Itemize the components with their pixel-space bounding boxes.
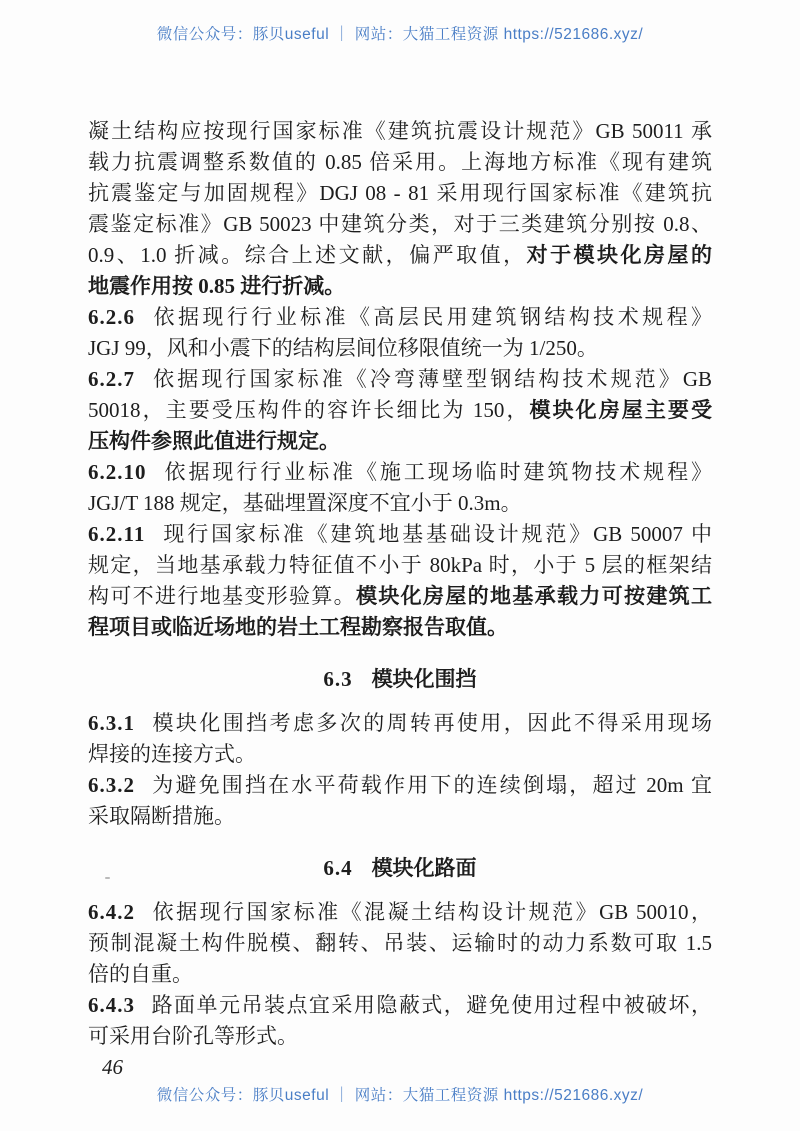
body-line	[88, 959, 712, 990]
body-text: 焊接的连接方式。	[88, 742, 256, 766]
body-line	[88, 801, 712, 832]
body-text: 路面单元吊装点宜采用隐蔽式，避免使用过程中被破坏，	[150, 993, 712, 1017]
body-text: JGJ/T 188 规定，基础埋置深度不宜小于 0.3m。	[88, 491, 522, 515]
body-line	[88, 990, 712, 1021]
clause-number: 6.2.7	[88, 367, 135, 391]
body-line	[88, 333, 712, 364]
body-line	[88, 708, 712, 739]
clause-number: 6.4.2	[88, 900, 135, 924]
body-line	[88, 488, 712, 519]
body-line	[88, 395, 712, 426]
clause-number: 6.3.2	[88, 773, 135, 797]
body-line	[88, 147, 712, 178]
body-line	[88, 1021, 712, 1052]
section-heading-6-4	[88, 853, 712, 884]
section-title: 模块化路面	[371, 856, 477, 880]
body-line	[88, 209, 712, 240]
body-line	[88, 178, 712, 209]
body-line	[88, 271, 712, 302]
body-line	[88, 519, 712, 550]
clause-number: 6.3.1	[88, 711, 135, 735]
body-text: 模块化围挡考虑多次的周转再使用，因此不得采用现场	[150, 711, 712, 735]
clause-number: 6.2.11	[88, 522, 146, 546]
body-line	[88, 612, 712, 643]
emphasis-text: 模块化房屋主要受	[529, 398, 713, 422]
body-text: 抗震鉴定与加固规程》DGJ 08 - 81 采用现行国家标准《建筑抗	[88, 181, 712, 205]
body-line	[88, 457, 712, 488]
body-line	[88, 581, 712, 612]
body-line	[88, 897, 712, 928]
body-line	[88, 426, 712, 457]
scan-artifact-dot	[105, 877, 110, 879]
body-text: 可采用台阶孔等形式。	[88, 1024, 298, 1048]
body-line	[88, 116, 712, 147]
body-text: 依据现行行业标准《高层民用建筑钢结构技术规程》	[150, 305, 712, 329]
emphasis-text: 模块化房屋的地基承载力可按建筑工	[356, 584, 712, 608]
body-text: 依据现行国家标准《混凝土结构设计规范》GB 50010，	[150, 900, 712, 924]
section-heading-6-3	[88, 664, 712, 695]
body-line	[88, 550, 712, 581]
emphasis-text: 地震作用按 0.85 进行折减。	[88, 274, 346, 298]
body-line	[88, 928, 712, 959]
footer-watermark: 微信公众号：豚贝useful ｜ 网站：大猫工程资源 https://521686.xyz/	[156, 1087, 644, 1104]
document-body	[88, 116, 712, 1052]
section-number: 6.4	[323, 856, 353, 880]
section-title: 模块化围挡	[371, 667, 477, 691]
emphasis-text: 程项目或临近场地的岩土工程勘察报告取值。	[88, 615, 508, 639]
body-text: 为避免围挡在水平荷载作用下的连续倒塌，超过 20m 宜	[150, 773, 712, 797]
body-text: 倍的自重。	[88, 962, 193, 986]
body-text: 构可不进行地基变形验算。	[88, 584, 356, 608]
body-line	[88, 770, 712, 801]
clause-number: 6.2.6	[88, 305, 135, 329]
clause-number: 6.2.10	[88, 460, 147, 484]
header-watermark: 微信公众号：豚贝useful ｜ 网站：大猫工程资源 https://521686.xyz/	[156, 26, 644, 43]
body-line	[88, 302, 712, 333]
body-text: 震鉴定标准》GB 50023 中建筑分类，对于三类建筑分别按 0.8、	[88, 212, 712, 236]
clause-number: 6.4.3	[88, 993, 135, 1017]
body-text: 凝土结构应按现行国家标准《建筑抗震设计规范》GB 50011 承	[88, 119, 712, 143]
body-text: 采取隔断措施。	[88, 804, 235, 828]
body-text: 预制混凝土构件脱模、翻转、吊装、运输时的动力系数可取 1.5	[88, 931, 712, 955]
body-text: 依据现行行业标准《施工现场临时建筑物技术规程》	[161, 460, 712, 484]
section-number: 6.3	[323, 667, 353, 691]
page-number: 46	[102, 1055, 123, 1079]
emphasis-text: 对于模块化房屋的	[526, 243, 713, 267]
body-text: 现行国家标准《建筑地基基础设计规范》GB 50007 中	[160, 522, 712, 546]
body-line	[88, 739, 712, 770]
body-text: 规定，当地基承载力特征值不小于 80kPa 时，小于 5 层的框架结	[88, 553, 712, 577]
page-footer	[0, 1053, 800, 1113]
body-text: JGJ 99，风和小震下的结构层间位移限值统一为 1/250。	[88, 336, 598, 360]
body-line	[88, 240, 712, 271]
body-line	[88, 364, 712, 395]
body-text: 0.9、1.0 折减。综合上述文献，偏严取值，	[88, 243, 527, 267]
emphasis-text: 压构件参照此值进行规定。	[88, 429, 340, 453]
body-text: 依据现行国家标准《冷弯薄壁型钢结构技术规范》GB	[150, 367, 712, 391]
body-text: 50018，主要受压构件的容许长细比为 150，	[88, 398, 530, 422]
body-text: 载力抗震调整系数值的 0.85 倍采用。上海地方标准《现有建筑	[88, 150, 712, 174]
